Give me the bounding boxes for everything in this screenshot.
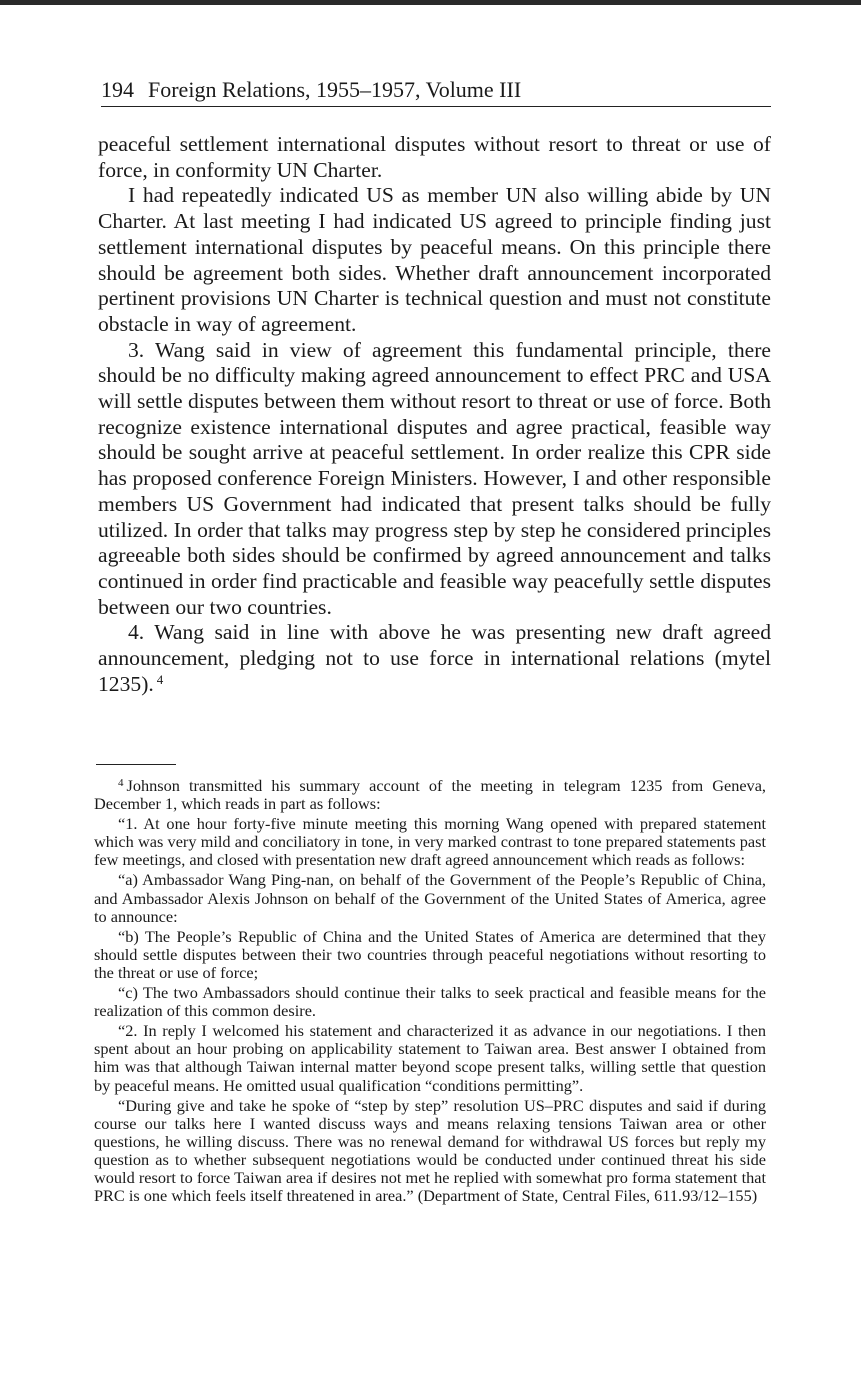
footnote-paragraph: “b) The People’s Republic of China and the United States of America are determined that they should settle disputes between their two countries through peaceful negotiations without resorting to the threat or use of force;	[94, 926, 766, 982]
footnote-paragraph: “c) The two Ambassadors should continue their talks to seek practical and feasible means for the realization of this common desire.	[94, 983, 766, 1021]
footnote-divider	[96, 764, 176, 765]
footnote-paragraph	[94, 777, 766, 813]
body-paragraph: I had repeatedly indicated US as member UN also willing abide by UN Charter. At last meeting I had indicated US agreed to principle finding just settlement international disputes by peaceful means. On this principle there should be agreement both sides. Whether draft announcement incorporated pertinent provisions UN Charter is technical question and must not constitute obstacle in way of agreement.	[98, 183, 771, 336]
body-text	[98, 132, 771, 697]
page-top-edge	[0, 0, 861, 5]
body-paragraph: 3. Wang said in view of agreement this fundamental principle, there should be no difficulty making agreed announcement to effect PRC and USA will settle disputes between them without resort to threat or use of force. Both recognize existence international disputes and agree practical, feasible way should be sought arrive at peaceful settlement. In order realize this CPR side has proposed conference Foreign Ministers. However, I and other responsible members US Government had indicated that present talks should be fully utilized. In order that talks may progress step by step he considered principles agreeable both sides should be confirmed by agreed announcement and talks continued in order find practicable and feasible way peacefully settle disputes between our two countries.	[98, 337, 771, 619]
footnote-paragraph: “2. In reply I welcomed his statement and characterized it as advance in our negotiations. I then spent about an hour probing on applicability statement to Taiwan area. Best answer I obtained from him was that although Taiwan internal matter beyond scope present talks, willing settle that question by peaceful means. He omitted usual qualification “conditions permitting”.	[94, 1021, 766, 1095]
body-paragraph: peaceful settlement international disputes without resort to threat or use of force, in conformity UN Charter.	[98, 132, 771, 182]
footnote-paragraph: “During give and take he spoke of “step by step” resolution US–PRC disputes and said if during course our talks here I wanted discuss ways and means relaxing tensions Taiwan area or other questions, he willing discuss. There was no renewal demand for withdrawal US forces but reply my question as to whether subsequent negotiations would be conducted under continued threat his side would resort to force Taiwan area if desires not met he replied with somewhat pro forma statement that PRC is one which feels itself threatened in area.” (Department of State, Central Files, 611.93/12–155)	[94, 1095, 766, 1206]
footnote-text: Johnson transmitted his summary account of the meeting in telegram 1235 from Geneva, December 1, which reads in part as follows:	[94, 776, 766, 814]
body-paragraph-text: 4. Wang said in line with above he was presenting new draft agreed announcement, pledging not to use force in international relations (mytel 1235).	[98, 620, 771, 696]
footnote-reference[interactable]: 4	[156, 671, 164, 687]
footnote-marker: 4	[118, 777, 124, 789]
running-header	[101, 74, 771, 107]
footnote	[94, 777, 766, 1207]
volume-title: Foreign Relations, 1955–1957, Volume III	[148, 77, 522, 102]
body-paragraph-last	[98, 620, 771, 697]
page-number: 194	[101, 77, 134, 102]
footnote-paragraph: “a) Ambassador Wang Ping-nan, on behalf of the Government of the People’s Republic of China, and Ambassador Alexis Johnson on behalf of the Government of the United States of America, agree to announce:	[94, 870, 766, 926]
footnote-paragraph: “1. At one hour forty-five minute meeting this morning Wang opened with prepared statement which was very mild and conciliatory in tone, in very marked contrast to tone prepared statements past few meetings, and closed with presentation new draft agreed announcement which reads as follows:	[94, 814, 766, 870]
